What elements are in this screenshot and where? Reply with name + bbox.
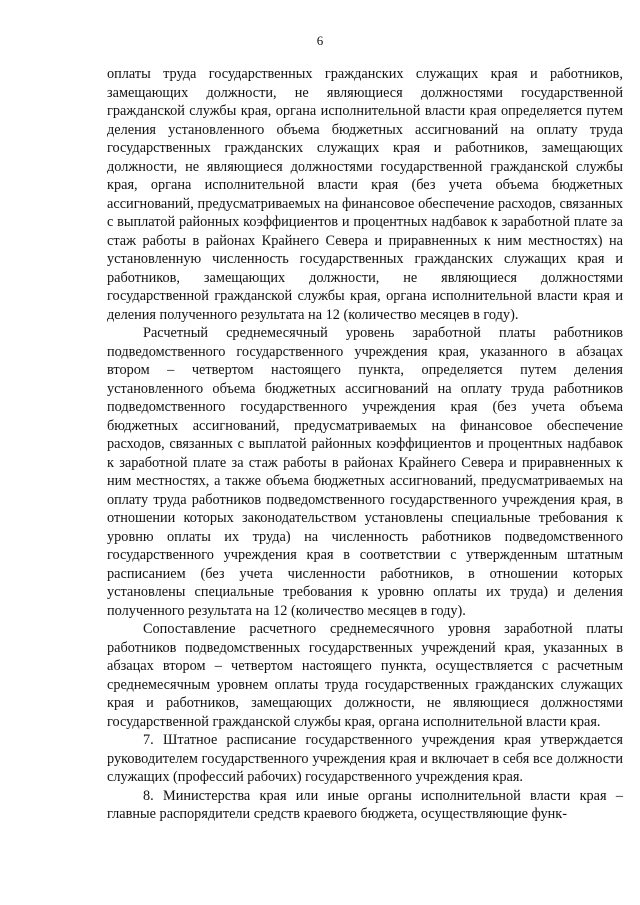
document-body xyxy=(107,65,623,824)
page-number: 6 xyxy=(316,33,324,48)
paragraph-item-7: 7. Штатное расписание государственного учреждения края утверждается руководителем государственного учреждения края и включает в себя все должности служащих (профессий рабочих) государственного учреждения края. xyxy=(107,732,623,785)
paragraph-continuation: оплаты труда государственных гражданских служащих края и работников, замещающих должности, не являющиеся должностями государственной гражданской службы края, органа исполнительной власти края определяется путем деления установленного объема бюджетных ассигнований на оплату труда государственных гражданских служащих края и работников, замещающих должности, не являющиеся должностями государственной гражданской службы края, органа исполнительной власти края (без учета объема бюджетных ассигнований, предусматриваемых на финансовое обеспечение расходов, связанных с выплатой районных коэффициентов и процентных надбавок к заработной плате за стаж работы в районах Крайнего Севера и приравненных к ним местностях) на установленную численность государственных гражданских служащих края и работников, замещающих должности, не являющиеся должностями государственной гражданской службы края, органа исполнительной власти края и деления полученного результата на 12 (количество месяцев в году). xyxy=(107,66,623,323)
paragraph-calculated-level: Расчетный среднемесячный уровень заработной платы работников подведомственного государственного учреждения края, указанного в абзацах втором – четвертом настоящего пункта, определяется путем деления установленного объема бюджетных ассигнований на оплату труда работников подведомственного государственного учреждения края (без учета объема бюджетных ассигнований, предусматриваемых на финансовое обеспечение расходов, связанных с выплатой районных коэффициентов и процентных надбавок к заработной плате за стаж работы в районах Крайнего Севера и приравненных к ним местностях, а также объема бюджетных ассигнований, предусматриваемых на оплату труда работников подведомственного государственного учреждения края, в отношении которых законодательством установлены специальные требования к уровню оплаты их труда) на численность работников подведомственного государственного учреждения края в соответствии с утвержденным штатным расписанием (без учета численности работников, в отношении которых установлены специальные требования к уровню оплаты их труда) и деления полученного результата на 12 (количество месяцев в году). xyxy=(107,325,623,619)
paragraph-comparison: Сопоставление расчетного среднемесячного уровня заработной платы работников подведомственных государственных учреждений края, указанных в абзацах втором – четвертом настоящего пункта, осуществляется с расчетным среднемесячным уровнем оплаты труда государственных гражданских служащих края и работников, замещающих должности, не являющиеся должностями государственной гражданской службы края, органа исполнительной власти края. xyxy=(107,621,623,730)
paragraph-item-8: 8. Министерства края или иные органы исполнительной власти края – главные распорядители средств краевого бюджета, осуществляющие функ- xyxy=(107,787,623,822)
